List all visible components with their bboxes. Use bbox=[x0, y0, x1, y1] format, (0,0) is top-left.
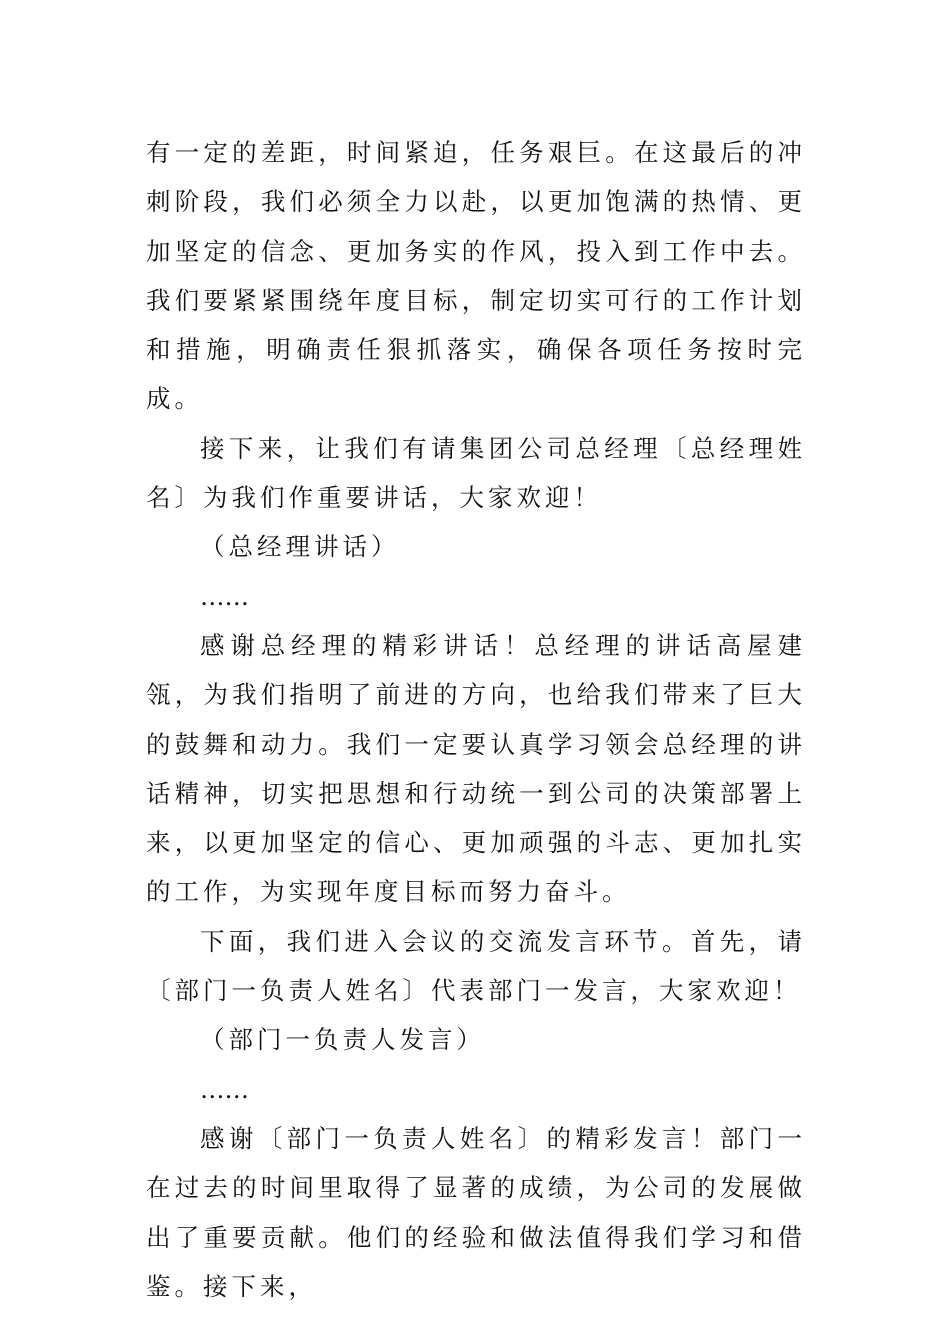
paragraph-thanks-department-one: 感谢〔部门一负责人姓名〕的精彩发言！部门一在过去的时间里取得了显著的成绩，为公司的发展做出了重要贡献。他们的经验和做法值得我们学习和借鉴。接下来， bbox=[146, 1123, 806, 1301]
stage-note-department-one-speech: （部门一负责人发言） bbox=[200, 1025, 485, 1055]
document-body bbox=[146, 128, 806, 1311]
ellipsis-line: …… bbox=[200, 1074, 249, 1104]
paragraph-exchange-session: 下面，我们进入会议的交流发言环节。首先，请〔部门一负责人姓名〕代表部门一发言，大家欢迎！ bbox=[146, 926, 806, 1006]
ellipsis-line: …… bbox=[200, 581, 249, 611]
paragraph-invite-general-manager: 接下来，让我们有请集团公司总经理〔总经理姓名〕为我们作重要讲话，大家欢迎！ bbox=[146, 433, 806, 513]
paragraph-continuation: 有一定的差距，时间紧迫，任务艰巨。在这最后的冲刺阶段，我们必须全力以赴，以更加饱满的热情、更加坚定的信念、更加务实的作风，投入到工作中去。我们要紧紧围绕年度目标，制定切实可行的工作计划和措施，明确责任狠抓落实，确保各项任务按时完成。 bbox=[146, 138, 806, 414]
paragraph-thanks-general-manager: 感谢总经理的精彩讲话！总经理的讲话高屋建瓴，为我们指明了前进的方向，也给我们带来了巨大的鼓舞和动力。我们一定要认真学习领会总经理的讲话精神，切实把思想和行动统一到公司的决策部署上来，以更加坚定的信心、更加顽强的斗志、更加扎实的工作，为实现年度目标而努力奋斗。 bbox=[146, 630, 806, 907]
stage-note-general-manager-speech: （总经理讲话） bbox=[200, 532, 400, 562]
